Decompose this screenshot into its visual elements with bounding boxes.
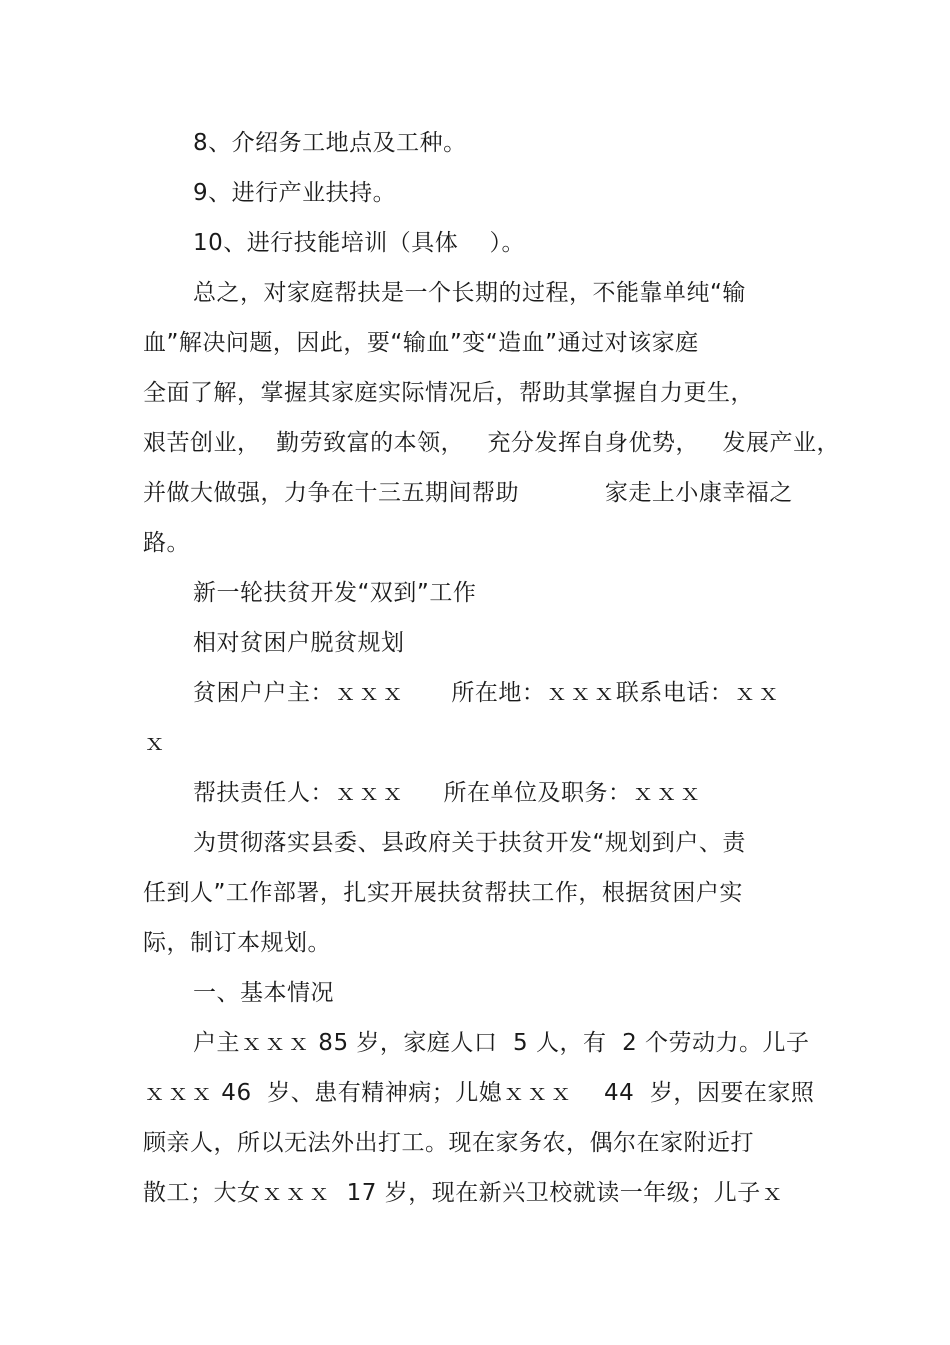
paragraph-summary-line-4: 艰苦创业， 勤劳致富的本领， 充分发挥自身优势， 发展产业， bbox=[143, 430, 840, 456]
paragraph-summary-line-3: 全面了解，掌握其家庭实际情况后，帮助其掌握自力更生， bbox=[143, 380, 754, 406]
paragraph-intro-line-2: 任到人”工作部署，扎实开展扶贫帮扶工作，根据贫困户实 bbox=[143, 880, 743, 906]
household-info-line-1: 贫困户户主：ｘｘｘ 所在地：ｘｘｘ联系电话：ｘｘ bbox=[193, 680, 781, 706]
paragraph-summary-line-2: 血”解决问题，因此，要“输血”变“造血”通过对该家庭 bbox=[143, 330, 699, 356]
paragraph-basic-line-1: 户主ｘｘｘ 85 岁，家庭人口 5 人，有 2 个劳动力。儿子 bbox=[193, 1030, 810, 1056]
paragraph-intro-line-3: 际，制订本规划。 bbox=[143, 930, 331, 956]
paragraph-intro-line-1: 为贯彻落实县委、县政府关于扶贫开发“规划到户、责 bbox=[193, 830, 746, 856]
paragraph-summary-line-6: 路。 bbox=[143, 530, 190, 556]
paragraph-basic-line-4: 散工；大女ｘｘｘ 17 岁，现在新兴卫校就读一年级；儿子ｘ bbox=[143, 1180, 785, 1206]
list-item-10: 10、进行技能培训（具体 ）。 bbox=[193, 230, 526, 256]
household-info-line-2: ｘ bbox=[143, 730, 167, 756]
paragraph-summary-line-1: 总之，对家庭帮扶是一个长期的过程，不能靠单纯“输 bbox=[193, 280, 746, 306]
list-item-8: 8、介绍务工地点及工种。 bbox=[193, 130, 467, 156]
paragraph-basic-line-2: ｘｘｘ 46 岁、患有精神病；儿媳ｘｘｘ 44 岁，因要在家照 bbox=[143, 1080, 815, 1106]
section-title: 新一轮扶贫开发“双到”工作 bbox=[193, 580, 477, 606]
list-item-9: 9、进行产业扶持。 bbox=[193, 180, 397, 206]
section-subtitle: 相对贫困户脱贫规划 bbox=[193, 630, 405, 656]
responsible-person-line: 帮扶责任人：ｘｘｘ 所在单位及职务：ｘｘｘ bbox=[193, 780, 703, 806]
paragraph-basic-line-3: 顾亲人，所以无法外出打工。现在家务农，偶尔在家附近打 bbox=[143, 1130, 754, 1156]
heading-basic-info: 一、基本情况 bbox=[193, 980, 334, 1006]
paragraph-summary-line-5: 并做大做强，力争在十三五期间帮助 家走上小康幸福之 bbox=[143, 480, 793, 506]
